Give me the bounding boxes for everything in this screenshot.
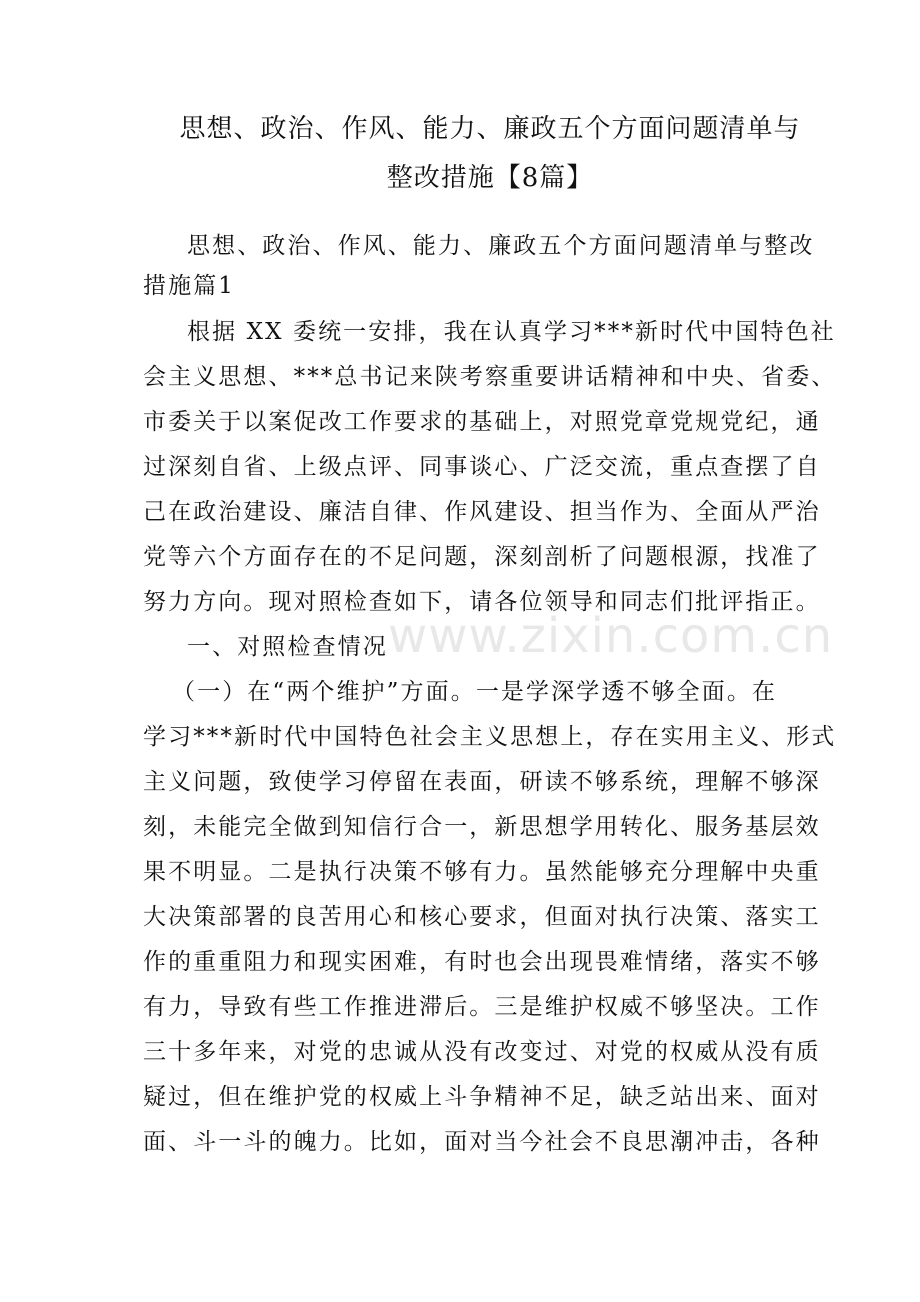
paragraph-line: 努力方向。现对照检查如下，请各位领导和同志们批评指正。 — [143, 589, 821, 615]
paragraph-line: 果不明显。二是执行决策不够有力。虽然能够充分理解中央重 — [143, 859, 821, 885]
paragraph-line: 过深刻自省、上级点评、同事谈心、广泛交流，重点查摆了自 — [143, 454, 821, 480]
paragraph-line: 大决策部署的良苦用心和核心要求，但面对执行决策、落实工 — [143, 904, 821, 930]
paragraph-line: 会主义思想、***总书记来陕考察重要讲话精神和中央、省委、 — [143, 364, 837, 390]
paragraph-line: 疑过，但在维护党的权威上斗争精神不足，缺乏站出来、面对 — [143, 1084, 821, 1110]
paragraph-line: 根据 XX 委统一安排，我在认真学习***新时代中国特色社 — [187, 319, 836, 345]
paragraph-line: （一）在“两个维护”方面。一是学深学透不够全面。在 — [172, 679, 778, 705]
document-title-line-2: 整改措施【8篇】 — [386, 163, 594, 193]
paragraph-line: 己在政治建设、廉洁自律、作风建设、担当作为、全面从严治 — [143, 499, 821, 525]
paragraph-line: 主义问题，致使学习停留在表面，研读不够系统，理解不够深 — [143, 769, 821, 795]
section-heading-line-2: 措施篇1 — [143, 273, 236, 299]
site-watermark: www.zixin.com.cn — [388, 608, 834, 664]
paragraph-line: 作的重重阻力和现实困难，有时也会出现畏难情绪，落实不够 — [143, 949, 821, 975]
paragraph-line: 面、斗一斗的魄力。比如，面对当今社会不良思潮冲击，各种 — [143, 1129, 821, 1155]
paragraph-line: 学习***新时代中国特色社会主义思想上，存在实用主义、形式 — [143, 724, 837, 750]
paragraph-line: 党等六个方面存在的不足问题，深刻剖析了问题根源，找准了 — [143, 544, 821, 570]
subsection-heading: 一、对照检查情况 — [187, 634, 388, 660]
document-title-line-1: 思想、政治、作风、能力、廉政五个方面问题清单与 — [179, 114, 801, 144]
paragraph-line: 三十多年来，对党的忠诚从没有改变过、对党的权威从没有质 — [143, 1039, 821, 1065]
paragraph-line: 刻，未能完全做到知信行合一，新思想学用转化、服务基层效 — [143, 814, 821, 840]
paragraph-line: 有力，导致有些工作推进滞后。三是维护权威不够坚决。工作 — [143, 994, 821, 1020]
section-heading-line-1: 思想、政治、作风、能力、廉政五个方面问题清单与整改 — [187, 233, 815, 259]
paragraph-line: 市委关于以案促改工作要求的基础上，对照党章党规党纪，通 — [143, 409, 821, 435]
